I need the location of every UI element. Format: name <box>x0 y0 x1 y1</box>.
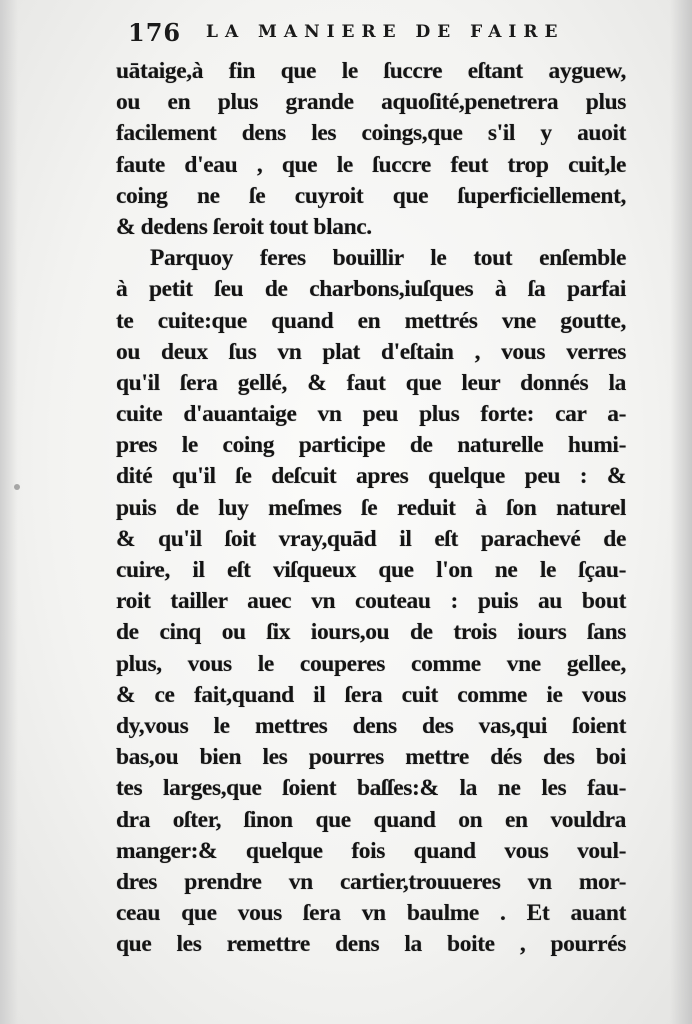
body-text <box>116 56 626 960</box>
page-number: 176 <box>128 18 182 47</box>
text-line: dy,vous le mettres dens des vas,qui ſoient <box>116 712 626 739</box>
text-line: roit tailler auec vn couteau : puis au bout <box>116 588 626 615</box>
text-line: dres prendre vn cartier,trouueres vn mor- <box>116 868 626 895</box>
running-title: LA MANIERE DE FAIRE <box>206 22 565 42</box>
text-line: ceau que vous ſera vn baulme . Et auant <box>116 900 626 927</box>
text-line: que les remettre dens la boite , pourrés <box>116 931 626 958</box>
page-edge-left <box>0 0 18 1024</box>
text-line: qu'il ſera gellé, & faut que leur donnés la <box>116 369 626 396</box>
text-line: ou en plus grande aquoſité,penetrera plus <box>116 89 626 116</box>
text-line: dra oſter, ſinon que quand on en vouldra <box>116 806 626 833</box>
text-line: pres le coing participe de naturelle humi- <box>116 432 626 459</box>
text-line: faute d'eau , que le ſuccre feut trop cuit,le <box>116 151 626 178</box>
text-line: & dedens ſeroit tout blanc. <box>116 213 372 240</box>
text-line: tes larges,que ſoient baſſes:& la ne les fau- <box>116 775 626 802</box>
text-line: facilement dens les coings,que s'il y auoit <box>116 120 626 147</box>
text-line: Parquoy feres bouillir le tout enſemble <box>150 245 626 272</box>
text-line: coing ne ſe cuyroit que ſuperficiellement, <box>116 182 626 209</box>
page-edge-right <box>670 0 692 1024</box>
text-line: cuire, il eſt viſqueux que l'on ne le ſçau- <box>116 557 626 583</box>
text-line: manger:& quelque fois quand vous voul- <box>116 837 626 864</box>
ink-smudge <box>14 484 20 490</box>
text-line: à petit ſeu de charbons,iuſques à ſa parfai <box>116 276 626 303</box>
text-line: plus, vous le couperes comme vne gellee, <box>116 650 626 677</box>
text-line: de cinq ou ſix iours,ou de trois iours ſans <box>116 619 626 646</box>
text-line: te cuite:que quand en mettrés vne goutte, <box>116 307 626 334</box>
text-line: cuite d'auantaige vn peu plus forte: car a- <box>116 401 626 428</box>
text-line: puis de luy meſmes ſe reduit à ſon naturel <box>116 494 626 521</box>
text-line: dité qu'il ſe deſcuit apres quelque peu : & <box>116 463 626 490</box>
page-header <box>128 18 598 48</box>
text-line: bas,ou bien les pourres mettre dés des boi <box>116 744 626 771</box>
text-line: ou deux ſus vn plat d'eſtain , vous verres <box>116 338 626 365</box>
text-line: uātaige,à fin que le ſuccre eſtant ayguew, <box>116 58 626 84</box>
text-line: & qu'il ſoit vray,quād il eſt parachevé de <box>116 525 626 552</box>
text-line: & ce fait,quand il ſera cuit comme ie vous <box>116 681 626 708</box>
